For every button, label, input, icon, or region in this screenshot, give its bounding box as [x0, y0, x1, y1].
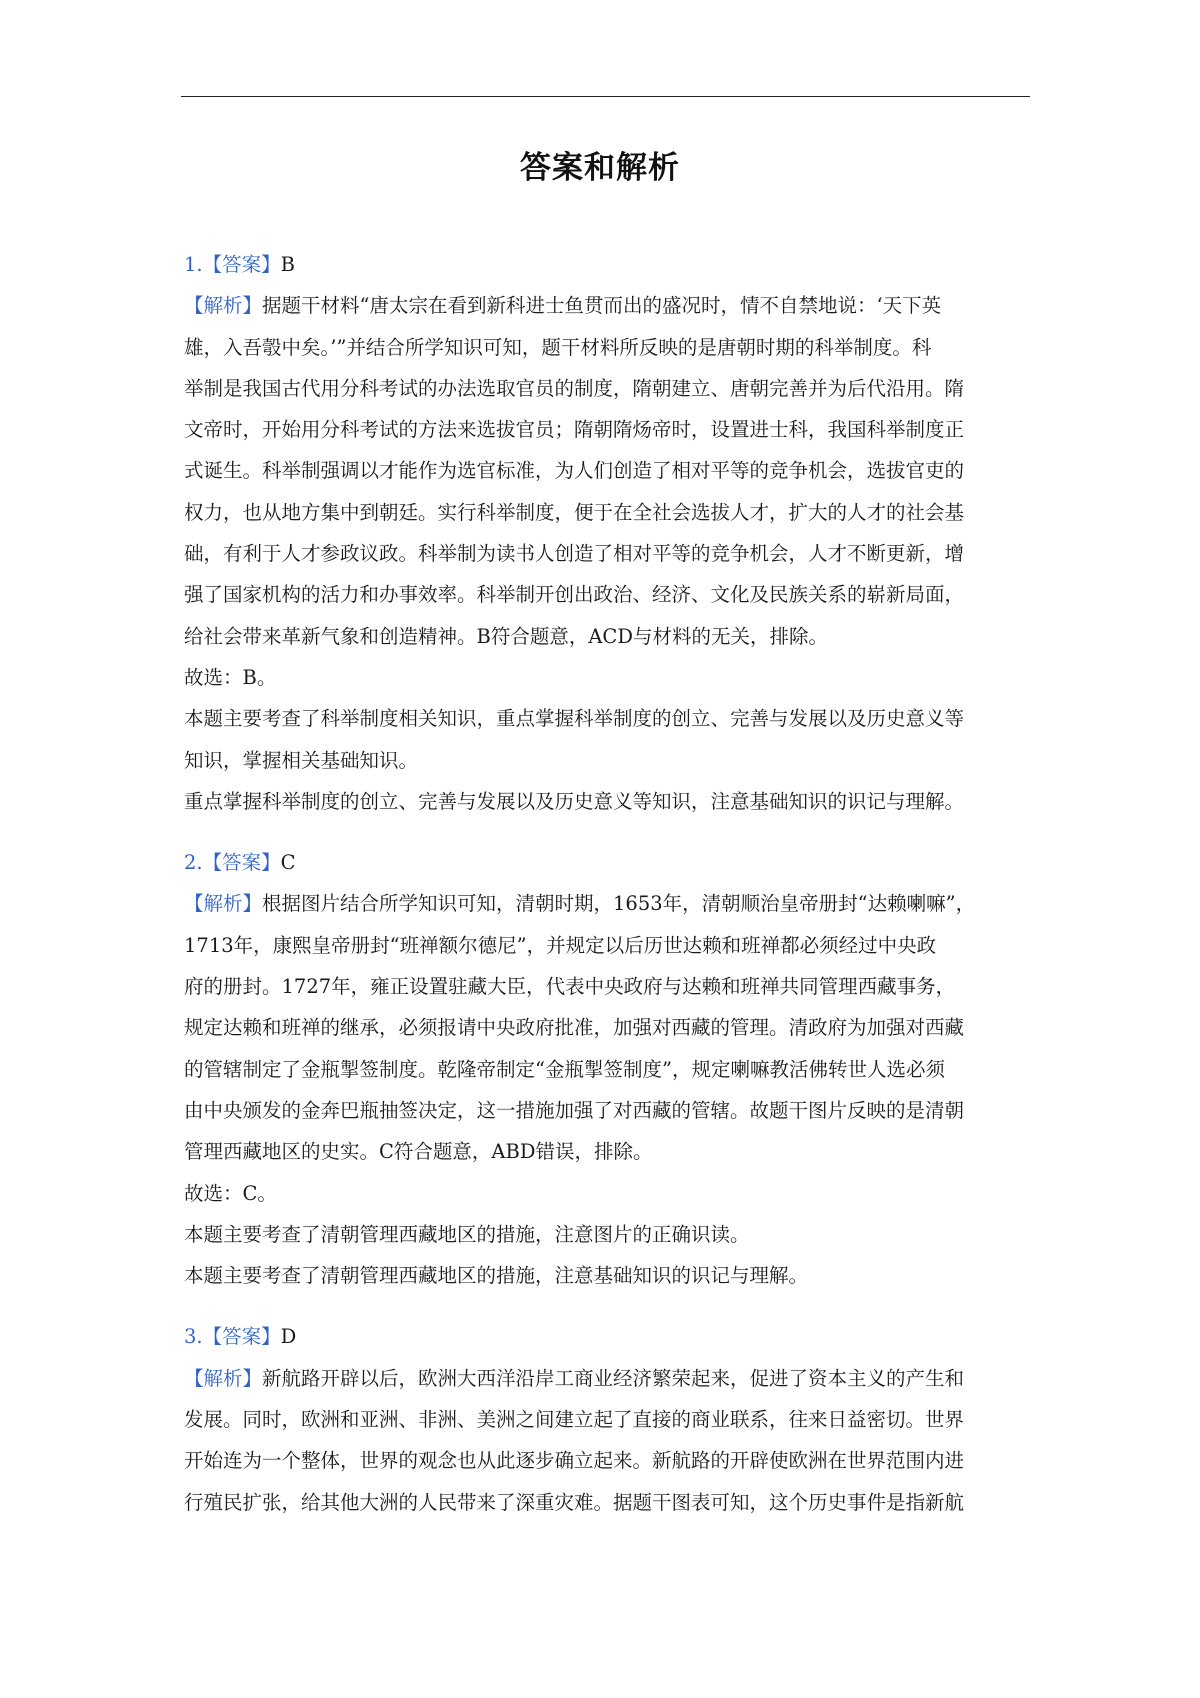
answer-line	[184, 1316, 1024, 1357]
question-number: 3.	[184, 1325, 203, 1349]
answer-tag: 【答案】	[202, 253, 281, 276]
answer-section	[184, 1316, 1024, 1522]
analysis-text: 的管辖制定了金瓶掣签制度。乾隆帝制定“金瓶掣签制度”，规定喇嘛教活佛转世人选必须	[184, 1057, 945, 1081]
answer-content	[184, 244, 1024, 1523]
analysis-line	[184, 574, 1024, 615]
analysis-line	[184, 1440, 1024, 1481]
note-line: 本题主要考查了清朝管理西藏地区的措施，注意基础知识的识记与理解。	[184, 1264, 809, 1288]
answer-value: B	[280, 253, 295, 276]
analysis-line	[184, 1358, 1024, 1399]
analysis-text: 给社会带来革新气象和创造精神。B符合题意，ACD与材料的无关，排除。	[184, 624, 828, 648]
answer-value: D	[280, 1325, 297, 1349]
analysis-text: 根据图片结合所学知识可知，清朝时期，1653年，清朝顺治皇帝册封“达赖喇嘛”，	[262, 892, 976, 916]
analysis-text: 举制是我国古代用分科考试的办法选取官员的制度，隋朝建立、唐朝完善并为后代沿用。隋	[184, 376, 965, 400]
analysis-text: 文帝时，开始用分科考试的方法来选拔官员；隋朝隋炀帝时，设置进士科，我国科举制度正	[184, 418, 965, 442]
answer-line	[184, 244, 1024, 285]
analysis-line	[184, 368, 1024, 409]
question-number: 2.	[184, 851, 203, 875]
analysis-line	[184, 1131, 1024, 1172]
answer-tag: 【答案】	[202, 851, 281, 875]
analysis-text: 式诞生。科举制强调以才能作为选官标准，为人们创造了相对平等的竞争机会，选拔官吏的	[184, 459, 965, 483]
answer-section	[184, 842, 1024, 1296]
analysis-text: 由中央颁发的金奔巴瓶抽签决定，这一措施加强了对西藏的管辖。故题干图片反映的是清朝	[184, 1098, 965, 1122]
analysis-text: 新航路开辟以后，欧洲大西洋沿岸工商业经济繁荣起来，促进了资本主义的产生和	[262, 1366, 965, 1390]
note-line: 故选：B。	[184, 665, 277, 689]
analysis-text: 行殖民扩张，给其他大洲的人民带来了深重灾难。据题干图表可知，这个历史事件是指新航	[184, 1490, 965, 1514]
analysis-tag: 【解析】	[184, 1366, 263, 1390]
analysis-tag: 【解析】	[184, 892, 263, 916]
note-line: 知识，掌握相关基础知识。	[184, 748, 419, 772]
question-number: 1.	[184, 253, 203, 276]
header-rule	[181, 96, 1030, 97]
analysis-line	[184, 1007, 1024, 1048]
analysis-text: 开始连为一个整体，世界的观念也从此逐步确立起来。新航路的开辟使欧洲在世界范围内进	[184, 1449, 965, 1473]
analysis-line	[184, 409, 1024, 450]
analysis-line	[184, 492, 1024, 533]
analysis-text: 规定达赖和班禅的继承，必须报请中央政府批准，加强对西藏的管理。清政府为加强对西藏	[184, 1016, 965, 1040]
analysis-line	[184, 285, 1024, 326]
analysis-text: 雄，入吾彀中矣。’”并结合所学知识可知，题干材料所反映的是唐朝时期的科举制度。科	[184, 335, 932, 359]
answer-section	[184, 244, 1024, 822]
note-line: 本题主要考查了清朝管理西藏地区的措施，注意图片的正确识读。	[184, 1222, 750, 1246]
analysis-line	[184, 966, 1024, 1007]
answer-value: C	[280, 851, 296, 875]
analysis-text: 强了国家机构的活力和办事效率。科举制开创出政治、经济、文化及民族关系的崭新局面，	[184, 583, 965, 607]
analysis-line	[184, 616, 1024, 657]
analysis-line	[184, 1090, 1024, 1131]
analysis-text: 1713年，康熙皇帝册封“班禅额尔德尼”，并规定以后历世达赖和班禅都必须经过中央政	[184, 933, 937, 957]
analysis-tag: 【解析】	[184, 294, 263, 318]
answer-line	[184, 842, 1024, 883]
analysis-line	[184, 883, 1024, 924]
analysis-line	[184, 1482, 1024, 1523]
analysis-line	[184, 1049, 1024, 1090]
note-line: 重点掌握科举制度的创立、完善与发展以及历史意义等知识，注意基础知识的识记与理解。	[184, 789, 965, 813]
analysis-text: 府的册封。1727年，雍正设置驻藏大臣，代表中央政府与达赖和班禅共同管理西藏事务，	[184, 975, 956, 999]
note-line: 本题主要考查了科举制度相关知识，重点掌握科举制度的创立、完善与发展以及历史意义等	[184, 707, 965, 731]
analysis-line	[184, 450, 1024, 491]
analysis-line	[184, 1399, 1024, 1440]
page-title: 答案和解析	[520, 150, 680, 186]
analysis-text: 础，有利于人才参政议政。科举制为读书人创造了相对平等的竞争机会，人才不断更新，增	[184, 542, 965, 566]
analysis-line	[184, 925, 1024, 966]
analysis-line	[184, 533, 1024, 574]
note-line: 故选：C。	[184, 1181, 277, 1205]
analysis-text: 据题干材料“唐太宗在看到新科进士鱼贯而出的盛况时，情不自禁地说：‘天下英	[262, 294, 942, 318]
analysis-line	[184, 327, 1024, 368]
answer-tag: 【答案】	[202, 1325, 281, 1349]
analysis-text: 权力，也从地方集中到朝廷。实行科举制度，便于在全社会选拔人才，扩大的人才的社会基	[184, 500, 965, 524]
analysis-text: 管理西藏地区的史实。C符合题意，ABD错误，排除。	[184, 1140, 653, 1164]
analysis-text: 发展。同时，欧洲和亚洲、非洲、美洲之间建立起了直接的商业联系，往来日益密切。世界	[184, 1408, 965, 1432]
